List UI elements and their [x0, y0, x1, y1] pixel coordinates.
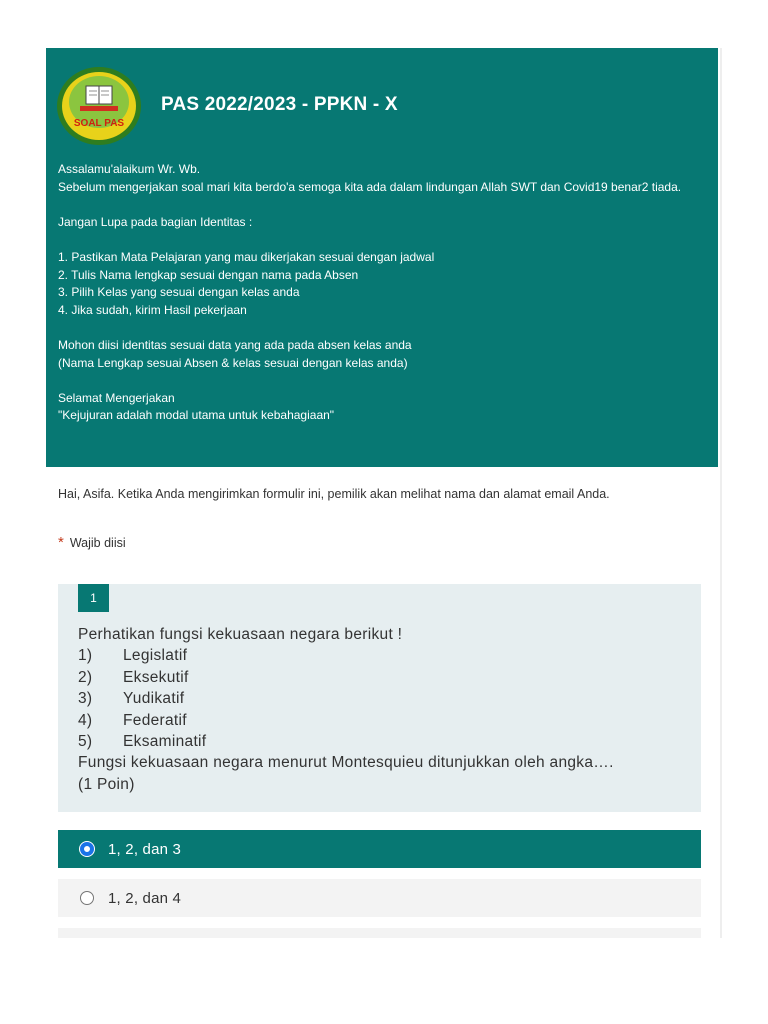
description-line: Mohon diisi identitas sesuai data yang ada pada absen kelas anda [58, 337, 412, 352]
required-star: * [58, 534, 64, 551]
answer-option-label: 1, 2, dan 3 [108, 840, 182, 858]
description-line: 2. Tulis Nama lengkap sesuai dengan nama pada Absen [58, 267, 359, 282]
question-lead: Perhatikan fungsi kekuasaan negara berikut ! [78, 626, 403, 643]
answer-option-2[interactable] [58, 879, 701, 917]
question-item [78, 710, 688, 731]
question-item-number: 3) [78, 690, 93, 708]
question-item-number: 2) [78, 668, 93, 686]
account-notice: Hai, Asifa. Ketika Anda mengirimkan formulir ini, pemilik akan melihat nama dan alamat email Anda. [58, 487, 610, 501]
question-item-number: 5) [78, 733, 93, 751]
description-line [58, 231, 713, 249]
description-line: 1. Pastikan Mata Pelajaran yang mau dikerjakan sesuai dengan jadwal [58, 249, 435, 264]
question-item-text: Eksaminatif [123, 733, 207, 751]
description-line [58, 372, 713, 390]
description-line: Sebelum mengerjakan soal mari kita berdo'a semoga kita ada dalam lindungan Allah SWT dan Covid19 benar2 tiada. [58, 179, 682, 194]
form-card [46, 48, 722, 938]
answer-option-1[interactable] [58, 830, 701, 868]
question-card [58, 584, 701, 812]
question-item [78, 645, 688, 666]
svg-text:SOAL PAS: SOAL PAS [73, 118, 125, 129]
question-item [78, 667, 688, 688]
question-item-number: 4) [78, 711, 93, 729]
question-item-text: Yudikatif [123, 690, 185, 708]
description-line: Assalamu'alaikum Wr. Wb. [58, 162, 201, 176]
answer-option-3-partial[interactable] [58, 928, 701, 938]
form-header [46, 48, 718, 467]
question-number-badge: 1 [78, 584, 109, 612]
question-prompt: Fungsi kekuasaan negara menurut Montesquieu ditunjukkan oleh angka…. [78, 754, 614, 772]
description-line: 3. Pilih Kelas yang sesuai dengan kelas anda [58, 285, 300, 300]
school-logo [56, 66, 142, 146]
form-description [58, 161, 713, 425]
question-item [78, 731, 688, 752]
description-line: 4. Jika sudah, kirim Hasil pekerjaan [58, 302, 247, 317]
description-line [58, 319, 713, 337]
question-text [78, 624, 688, 795]
question-item-text: Federatif [123, 711, 187, 729]
question-item-text: Legislatif [123, 647, 188, 665]
required-legend [58, 534, 126, 551]
question-item [78, 688, 688, 709]
radio-selected-icon[interactable] [80, 842, 94, 856]
answer-option-label: 1, 2, dan 4 [108, 889, 182, 907]
question-item-text: Eksekutif [123, 668, 189, 686]
question-points: (1 Poin) [78, 775, 135, 793]
question-items [78, 645, 688, 752]
required-label: Wajib diisi [69, 536, 126, 550]
question-item-number: 1) [78, 647, 93, 665]
description-line: (Nama Lengkap sesuai Absen & kelas sesuai dengan kelas anda) [58, 355, 408, 370]
description-line: Selamat Mengerjakan [58, 390, 175, 405]
radio-unselected-icon[interactable] [80, 891, 94, 905]
description-line [58, 196, 713, 214]
description-line: Jangan Lupa pada bagian Identitas : [58, 214, 253, 229]
form-title: PAS 2022/2023 - PPKN - X [161, 94, 398, 115]
description-line: "Kejujuran adalah modal utama untuk kebahagiaan" [58, 408, 335, 423]
